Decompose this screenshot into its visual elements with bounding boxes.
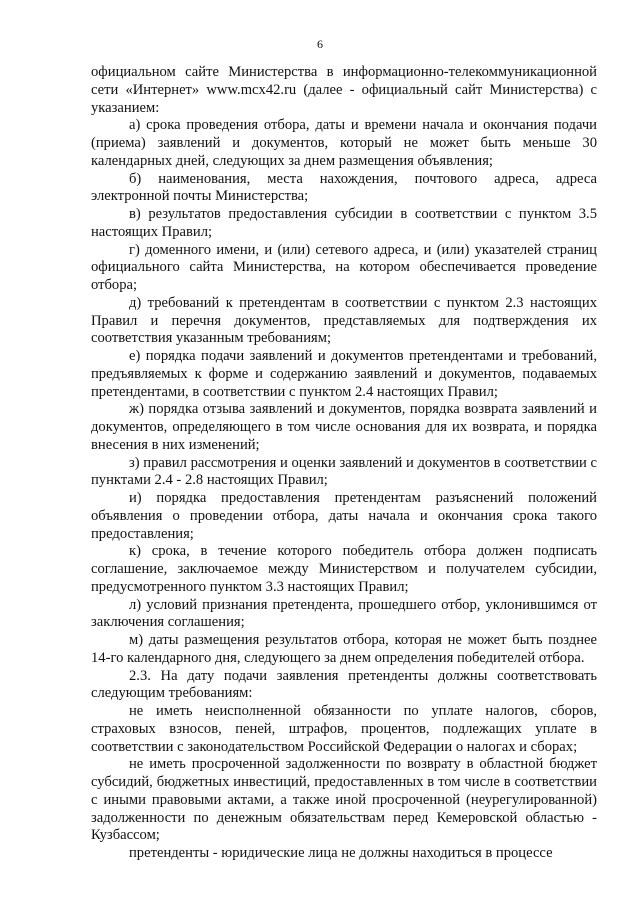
list-item-d: д) требований к претендентам в соответствии с пунктом 2.3 настоящих Правил и перечня документов, представляемых для подтверждения их соответствия указанным требованиям; [91,294,597,347]
list-item-a: а) срока проведения отбора, даты и времени начала и окончания подачи (приема) заявлений и документов, который не может быть меньше 30 календарных дней, следующих за днем размещения объявления; [91,117,597,169]
requirement-legal-entities: претенденты - юридические лица не должны находиться в процессе [129,845,553,861]
list-item-z: з) правил рассмотрения и оценки заявлений и документов в соответствии с пунктами 2.4 - 2.8 настоящих Правил; [91,454,597,489]
list-item-v: в) результатов предоставления субсидии в соответствии с пунктом 3.5 настоящих Правил; [91,206,597,240]
section-2-3-heading: 2.3. На дату подачи заявления претенденты должны соответствовать следующим требованиям: [91,667,597,702]
requirement-taxes: не иметь неисполненной обязанности по уплате налогов, сборов, страховых взносов, пеней, штрафов, процентов, подлежащих уплате в соответствии с законодательством Российской Федерации о налогах и сборах; [91,703,597,755]
page-number: 6 [317,37,323,51]
requirement-debts: не иметь просроченной задолженности по возврату в областной бюджет субсидий, бюджетных инвестиций, предоставленных в том числе в соответствии с иными правовыми актами, а также иной просроченной (неурегулированной) задолженности по денежным обязательствам перед Кемеровской областью - Кузбассом; [91,756,597,844]
list-item-zh: ж) порядка отзыва заявлений и документов, порядка возврата заявлений и документов, определяющего в том числе основания для их возврата, и порядка внесения в них изменений; [91,401,597,453]
document-body [91,64,597,863]
list-item-k: к) срока, в течение которого победитель отбора должен подписать соглашение, заключаемое между Министерством и получателем субсидии, предусмотренного пунктом 3.3 настоящих Правил; [91,543,597,595]
list-item-e: е) порядка подачи заявлений и документов претендентами и требований, предъявляемых к форме и содержанию заявлений и документов, подаваемых претендентами, в соответствии с пунктом 2.4 настоящих Правил; [91,348,597,400]
list-item-l: л) условий признания претендента, прошедшего отбор, уклонившимся от заключения соглашения; [91,596,597,631]
paragraph-announcement-intro: официальном сайте Министерства в информационно-телекоммуникационной сети «Интернет» www.mcx42.ru (далее - официальный сайт Министерства) с указанием: [91,64,597,116]
list-item-g: г) доменного имени, и (или) сетевого адреса, и (или) указателей страниц официального сайта Министерства, на котором обеспечивается проведение отбора; [91,241,597,293]
list-item-i: и) порядка предоставления претендентам разъяснений положений объявления о проведении отбора, даты начала и окончания срока такого предоставления; [91,490,597,542]
list-item-b: б) наименования, места нахождения, почтового адреса, адреса электронной почты Министерства; [91,170,597,205]
list-item-m: м) даты размещения результатов отбора, которая не может быть позднее 14-го календарного дня, следующего за днем определения победителей отбора. [91,632,597,666]
